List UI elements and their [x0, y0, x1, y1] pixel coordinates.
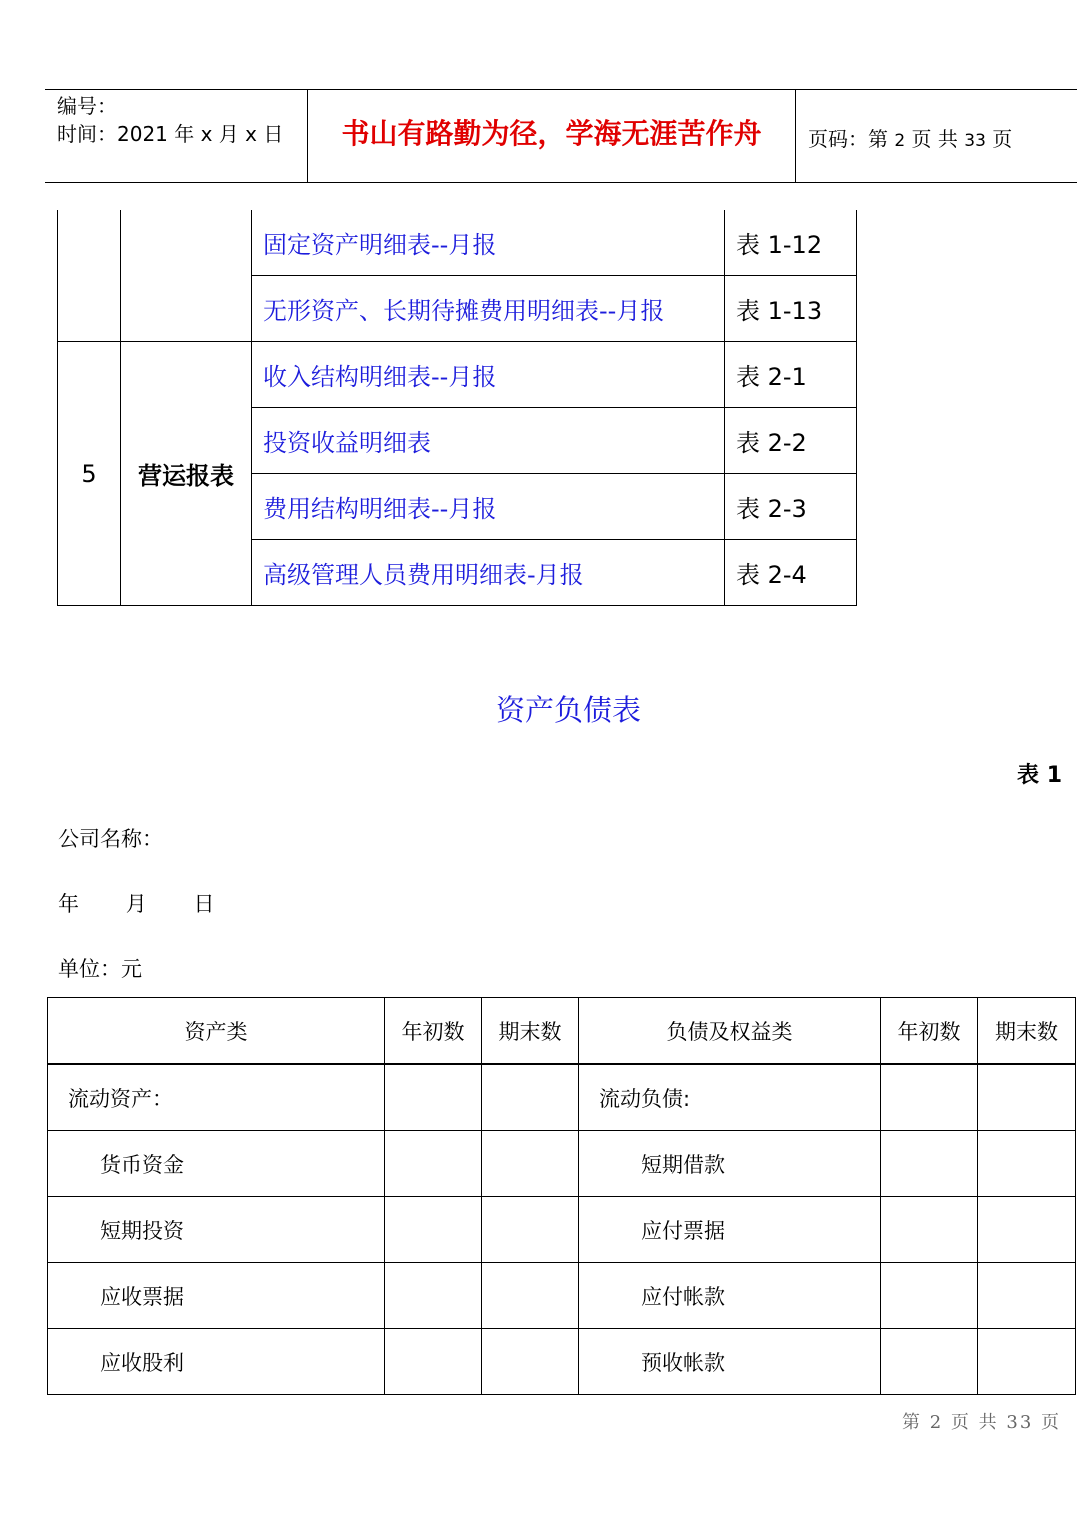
col-header-closing: 期末数	[482, 998, 579, 1065]
report-name: 投资收益明细表	[252, 408, 725, 474]
header-meta	[57, 92, 283, 148]
page-footer: 第 2 页 共 33 页	[902, 1412, 1061, 1433]
index-category-cell-empty	[121, 210, 252, 342]
doc-code-label: 编号：	[57, 94, 117, 118]
balance-sheet-table	[47, 997, 1076, 1395]
report-index-table	[57, 210, 857, 606]
value-cell	[482, 1131, 579, 1197]
asset-item: 应收股利	[48, 1329, 385, 1395]
page-total: 33	[964, 131, 986, 151]
liability-item: 预收帐款	[579, 1329, 881, 1395]
table-number: 表 1	[1017, 763, 1062, 788]
col-header-opening: 年初数	[385, 998, 482, 1065]
asset-item: 流动资产：	[48, 1064, 385, 1131]
report-name: 固定资产明细表--月报	[252, 210, 725, 276]
value-cell	[482, 1263, 579, 1329]
table-row	[48, 1064, 1076, 1131]
table-row	[58, 210, 857, 276]
asset-item: 货币资金	[48, 1131, 385, 1197]
value-cell	[881, 1064, 978, 1131]
liability-item: 短期借款	[579, 1131, 881, 1197]
date-line: 年 月 日	[58, 892, 215, 916]
report-code: 表 2-4	[725, 540, 857, 606]
value-cell	[385, 1131, 482, 1197]
header-top-rule	[45, 89, 1077, 90]
report-code: 表 2-3	[725, 474, 857, 540]
liability-item: 应付票据	[579, 1197, 881, 1263]
table-row	[48, 1197, 1076, 1263]
table-row	[58, 342, 857, 408]
value-cell	[978, 1064, 1076, 1131]
value-cell	[482, 1197, 579, 1263]
balance-sheet-title: 资产负债表	[495, 693, 641, 727]
group-category: 营运报表	[121, 342, 252, 606]
value-cell	[482, 1329, 579, 1395]
page-mid: 页 共	[911, 127, 958, 151]
unit-label: 单位：元	[58, 957, 142, 981]
value-cell	[978, 1263, 1076, 1329]
value-cell	[881, 1131, 978, 1197]
value-cell	[978, 1329, 1076, 1395]
value-cell	[385, 1064, 482, 1131]
value-cell	[385, 1263, 482, 1329]
value-cell	[978, 1131, 1076, 1197]
value-cell	[978, 1197, 1076, 1263]
report-name: 高级管理人员费用明细表-月报	[252, 540, 725, 606]
page-suffix: 页	[992, 127, 1013, 151]
table-header-row	[48, 998, 1076, 1065]
col-header-closing: 期末数	[978, 998, 1076, 1065]
report-code: 表 1-12	[725, 210, 857, 276]
liability-item: 应付帐款	[579, 1263, 881, 1329]
value-cell	[881, 1197, 978, 1263]
liability-item: 流动负债:	[579, 1064, 881, 1131]
asset-item: 应收票据	[48, 1263, 385, 1329]
report-code: 表 2-2	[725, 408, 857, 474]
group-number: 5	[58, 342, 121, 606]
header-page-info	[808, 123, 1012, 152]
value-cell	[881, 1263, 978, 1329]
report-name: 收入结构明细表--月报	[252, 342, 725, 408]
index-no-cell-empty	[58, 210, 121, 342]
report-name: 无形资产、长期待摊费用明细表--月报	[252, 276, 725, 342]
value-cell	[482, 1064, 579, 1131]
table-row	[48, 1329, 1076, 1395]
col-header-assets: 资产类	[48, 998, 385, 1065]
report-name: 费用结构明细表--月报	[252, 474, 725, 540]
table-row	[48, 1263, 1076, 1329]
report-code: 表 1-13	[725, 276, 857, 342]
doc-time: 时间：2021 年 x 月 x 日	[57, 122, 284, 146]
table-row	[48, 1131, 1076, 1197]
value-cell	[385, 1197, 482, 1263]
value-cell	[385, 1329, 482, 1395]
asset-item: 短期投资	[48, 1197, 385, 1263]
page-current: 2	[894, 131, 906, 151]
report-code: 表 2-1	[725, 342, 857, 408]
page-prefix: 页码：第	[808, 127, 888, 151]
col-header-opening: 年初数	[881, 998, 978, 1065]
header-divider-right	[795, 89, 796, 183]
company-name-label: 公司名称：	[58, 827, 163, 851]
col-header-liabilities: 负债及权益类	[579, 998, 881, 1065]
value-cell	[881, 1329, 978, 1395]
header-bottom-rule	[45, 182, 1077, 183]
header-motto: 书山有路勤为径，学海无涯苦作舟	[341, 117, 762, 150]
